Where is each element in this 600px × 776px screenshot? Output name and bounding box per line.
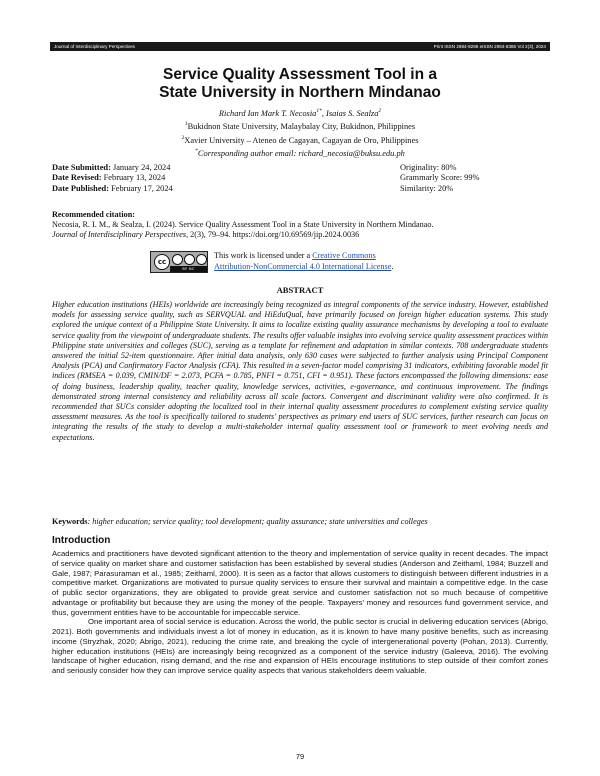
citation-line-1: Necosia, R. I. M., & Sealza, I. (2024). Service Quality Assessment Tool in a State University in Northern Mindanao.	[52, 220, 434, 230]
citation-label: Recommended citation:	[52, 210, 135, 219]
nc-icon	[196, 254, 207, 265]
intro-paragraph-2: One important area of social service is education. Across the world, the public sector is crucial in delivering education services (Abrigo, 2021). Both governments and individuals invest a lot of money in education, as it is known to have many positive benefits, such as increasing income (Stryzhak, 2020; Abrigo, 2021), reducing the crime rate, and breaking the cycle of intergenerational poverty (Pohan, 2013). Currently, higher education institutions (HEIs) are increasingly being recognized as a component of the service industry (Galeeva, 2016). The evolving landscape of higher education, rising demand, and the rise and expansion of HEIs encourage institutions to step outside of their comfort zones and seriously consider how they can improve service quality aspects that various stakeholders deem valuable.	[52, 617, 548, 675]
cc-by-nc-badge-icon[interactable]	[150, 251, 208, 273]
abstract-text: Higher education institutions (HEIs) worldwide are increasingly being recognized as integral components of the service industry. However, established models for assessing service quality, such as SERVQUAL and HiEduQual, have primarily focused on foreign higher education systems. This study explored the unique context of a Philippine State University. It aims to localize existing quality assurance mechanisms by developing a tool to evaluate service quality from the viewpoint of undergraduate students. The results offer valuable insights into evolving service quality assessment practices within Philippine state universities and colleges (SUC), serving as a template for refinement and adaptation in similar contexts. 708 undergraduate students answered the initial 52-item questionnaire. After initial data analysis, only 630 cases were subjected to further analysis using Principal Component Analysis (PCA) and Confirmatory Factor Analysis (CFA). This resulted in a seven-factor model comprising 31 indicators, exhibiting favorable model fit indices (RMSEA = 0.039, CMIN/DF = 2.073, PCFA = 0.785, PNFI = 0.751, CFI = 0.951). These factors encompassed the following dimensions: ease of doing business, leadership quality, teacher quality, knowledge services, activities, e-governance, and continuous improvement. The findings demonstrated strong internal consistency and reliability across all scale factors. Convergent and discriminant validity were also confirmed. It is recommended that SUCs consider adopting the localized tool in their internal quality assessment procedures to complement existing service quality assessment measures. As the tool is specifically tailored to students' perspectives as primary end users of SUC services, further research can focus on integrating the results of the study to develop a multi-stakeholder internal quality assessment tool or framework to meet evolving needs and expectations.	[52, 300, 548, 442]
similarity-score: Similarity: 20%	[400, 183, 454, 193]
grammarly-score: Grammarly Score: 99%	[400, 173, 480, 183]
page-number: 79	[295, 752, 305, 761]
affiliation-1: $^1$Bukidnon State University, Malaybalay City, Bukidnon, Philippines	[184, 121, 416, 132]
license-block	[150, 250, 450, 276]
license-link[interactable]: Creative Commons	[312, 251, 376, 260]
info-icon	[172, 254, 183, 265]
affiliation-2: $^2$Xavier University – Ateneo de Cagayan, Cagayan de Oro, Philippines	[181, 134, 419, 145]
score-info	[400, 163, 480, 194]
cc-logo-icon: cc	[154, 254, 170, 270]
date-published: Date Published: February 17, 2024	[52, 183, 173, 193]
license-link-2[interactable]: Attribution-NonCommercial 4.0 International License	[214, 262, 392, 271]
journal-name: Journal of Interdisciplinary Perspectives	[54, 44, 135, 49]
originality-score: Originality: 80%	[400, 163, 457, 172]
license-text: This work is licensed under a Creative Commons Attribution-NonCommercial 4.0 International License.	[214, 251, 394, 271]
corresponding-author: *Corresponding author email: richard_necosia@buksu.edu.ph	[195, 148, 405, 158]
abstract-heading: ABSTRACT	[276, 285, 324, 295]
by-icon	[184, 254, 195, 265]
issn-info: Print ISSN 2984-8288 eISSN 2984-8385 Vol 2(3), 2024	[433, 44, 546, 49]
recommended-citation	[52, 210, 552, 241]
keywords: Keywords: higher education; service quality; tool development; quality assurance; state universities and colleges	[52, 517, 428, 526]
citation-line-2: Journal of Interdisciplinary Perspectives, 2(3), 79–94. https://doi.org/10.69569/jip.2024.0036	[52, 230, 360, 240]
cc-strip: BY NC	[170, 266, 207, 272]
date-submitted: Date Submitted: January 24, 2024	[52, 163, 171, 172]
date-info	[52, 163, 173, 194]
date-revised: Date Revised: February 13, 2024	[52, 173, 166, 183]
author-block	[50, 106, 550, 160]
introduction-heading: Introduction	[52, 535, 111, 546]
author-names: Richard Ian Mark T. Necosia$^{1*}$, Isaias S. Sealza$^2$	[218, 108, 382, 118]
intro-paragraph-1: Academics and practitioners have devoted significant attention to the theory and implementation of service quality in recent decades. The impact of service quality on market share and customer satisfaction has been established by several studies (Anderson and Zeithaml, 1984; Buzzell and Gale, 1987; Parasuraman et al., 1985; Zeithaml, 2000). It is seen as a factor that allows customers to distinguish between different industries in a competitive market. Organizations are motivated to pursue quality services to ensure their survival and maintain a competitive edge. In the case of public sector organizations, they are obligated to provide great service and customer satisfaction not so much because of competitive advantage or profitability but because they are using the money of the people. Taxpayers' money and resources fund government service, and thus, government entities have to be accountable for impeccable service.	[52, 549, 548, 617]
title-line-2: State University in Northern Mindanao	[159, 84, 441, 101]
title-line-1: Service Quality Assessment Tool in a	[163, 66, 437, 83]
paper-title	[50, 66, 550, 102]
introduction-body	[52, 549, 548, 676]
journal-header-bar	[50, 42, 550, 51]
